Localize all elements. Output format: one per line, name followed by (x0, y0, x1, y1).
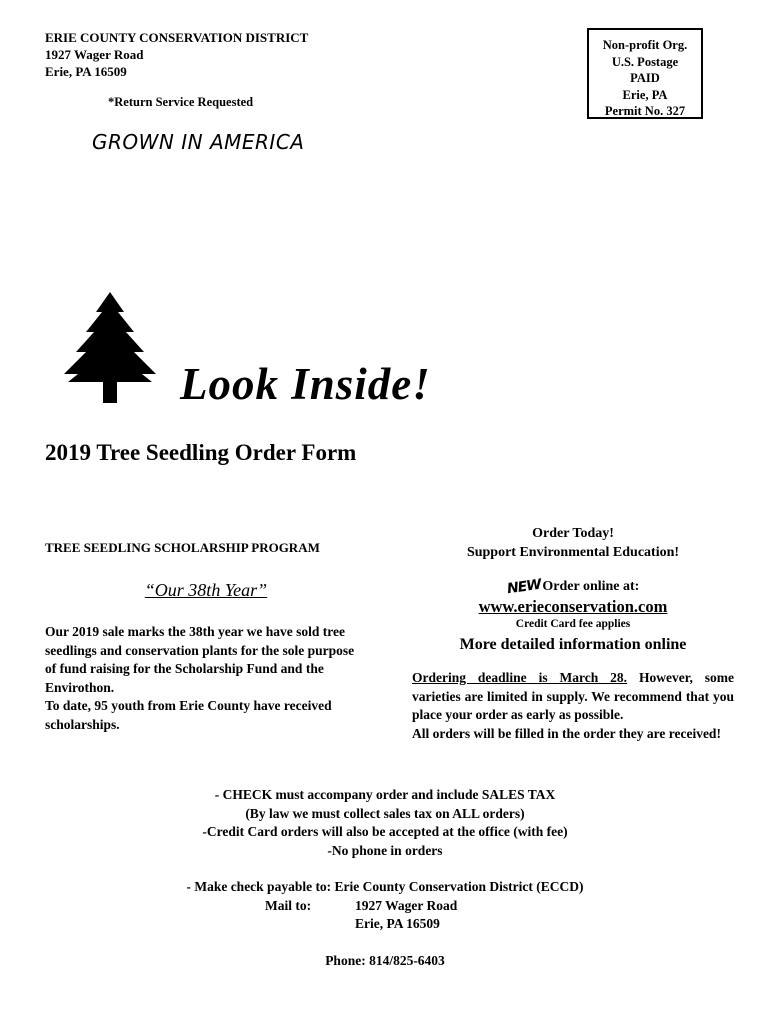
fill-order-note: All orders will be filled in the order they are received! (412, 725, 721, 741)
sender-name: ERIE COUNTY CONSERVATION DISTRICT (45, 30, 309, 45)
order-today-block (412, 524, 734, 562)
sender-city: Erie, PA 16509 (45, 64, 127, 79)
return-service-note: *Return Service Requested (108, 95, 254, 109)
sender-address (45, 29, 308, 80)
order-today-text: Order Today! (532, 526, 614, 541)
postage-line: U.S. Postage (611, 54, 679, 69)
website-link[interactable]: www.erieconservation.com (478, 597, 668, 616)
new-badge-icon: NEW (505, 576, 542, 598)
year-subtitle: “Our 38th Year” (144, 580, 268, 600)
scholarship-paragraph: Our 2019 sale marks the 38th year we have sold tree seedlings and conservation plants for the sole purpose of fund raising for the Scholarship Fund and the Envirothon. (45, 624, 355, 695)
order-online-label: Order online at: (542, 579, 640, 594)
pine-tree-icon (60, 290, 160, 405)
postage-line: Permit No. 327 (604, 104, 686, 118)
sender-street: 1927 Wager Road (45, 47, 144, 62)
scholarship-heading: TREE SEEDLING SCHOLARSHIP PROGRAM (45, 540, 320, 555)
payable-line: - Make check payable to: Erie County Conservation District (ECCD) (186, 879, 584, 894)
mail-city: Erie, PA 16509 (355, 916, 440, 931)
mail-to-row (0, 897, 770, 916)
mail-to-label: Mail to: (265, 897, 312, 913)
form-title: 2019 Tree Seedling Order Form (45, 440, 357, 465)
credit-card-line: -Credit Card orders will also be accepted at the office (with fee) (202, 824, 568, 839)
more-info-text: More detailed information online (459, 636, 687, 653)
no-phone-line: -No phone in orders (327, 842, 443, 858)
mail-city-row (0, 915, 770, 934)
support-text: Support Environmental Education! (466, 545, 680, 560)
sales-tax-line: (By law we must collect sales tax on ALL orders) (245, 805, 525, 821)
order-section (412, 524, 734, 743)
look-inside-heading: Look Inside! (180, 359, 431, 409)
deadline-date: Ordering deadline is March 28. (412, 670, 628, 685)
scholarship-paragraph: To date, 95 youth from Erie County have received scholarships. (45, 698, 332, 732)
postage-indicia (587, 28, 703, 119)
payment-instructions (0, 786, 770, 970)
check-line: - CHECK must accompany order and include SALES TAX (214, 787, 556, 802)
scholarship-body (45, 623, 367, 734)
postage-line: Erie, PA (622, 87, 668, 102)
credit-card-fee-note: Credit Card fee applies (515, 618, 631, 630)
phone-line: Phone: 814/825-6403 (325, 952, 445, 968)
order-online-row (412, 576, 734, 598)
deadline-paragraph (412, 669, 734, 743)
mail-street: 1927 Wager Road (355, 897, 458, 913)
grown-in-america-text: GROWN IN AMERICA (92, 130, 305, 154)
deadline-rest: However, some varieties are limited in supply. We recommend that you place your order as early as possible. (412, 670, 735, 722)
postage-line: Non-profit Org. (602, 38, 688, 52)
postage-line: PAID (630, 71, 660, 85)
scholarship-section (45, 540, 367, 734)
